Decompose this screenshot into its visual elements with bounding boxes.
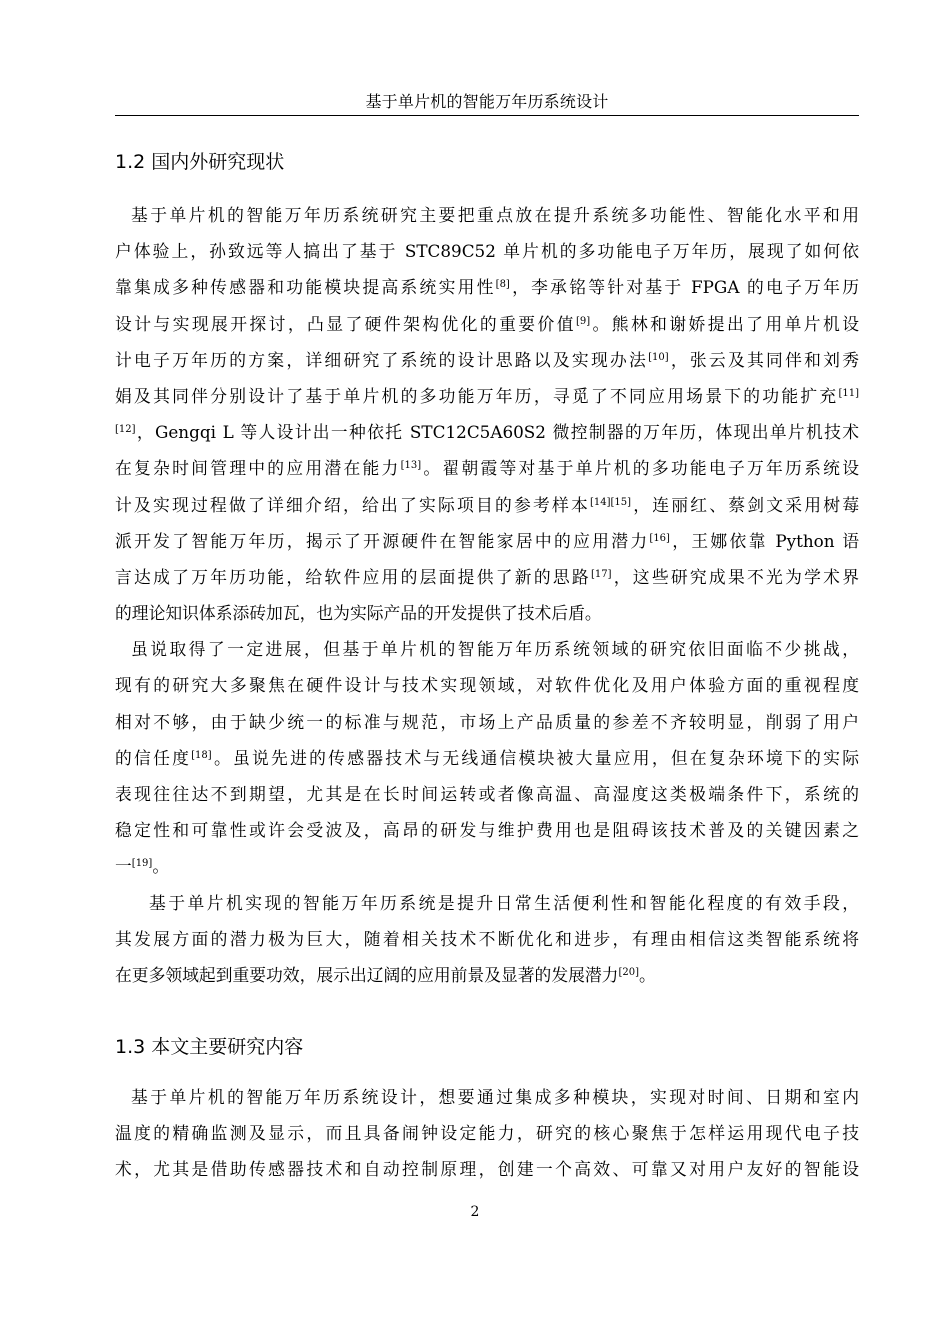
text-line: 派开发了智能万年历，揭示了开源硬件在智能家居中的应用潜力[16]，王娜依靠 Python 语 [115, 530, 859, 551]
text-line: 计及实现过程做了详细介绍，给出了实际项目的参考样本[14][15]，连丽红、蔡剑文采用树莓 [115, 494, 859, 515]
text-line: 设计与实现展开探讨，凸显了硬件架构优化的重要价值[9]。熊林和谢娇提出了用单片机设 [115, 313, 859, 334]
text-line: 户体验上，孙致远等人搞出了基于 STC89C52 单片机的多功能电子万年历，展现了如何依 [115, 241, 859, 262]
section-heading-1-3: 1.3 本文主要研究内容 [115, 1036, 304, 1058]
running-header: 基于单片机的智能万年历系统设计 [115, 91, 859, 116]
citation: [12] [115, 424, 136, 436]
text-line: 的信任度[18]。虽说先进的传感器技术与无线通信模块被大量应用，但在复杂环境下的实际 [115, 747, 859, 768]
citation: [14][15] [589, 496, 632, 508]
section-heading-1-2: 1.2 国内外研究现状 [115, 151, 285, 173]
citation: [11] [838, 387, 859, 399]
citation: [9] [575, 315, 591, 327]
text-line: 在复杂时间管理中的应用潜在能力[13]。翟朝霞等对基于单片机的多功能电子万年历系统设 [115, 458, 859, 479]
text-line: 术，尤其是借助传感器技术和自动控制原理，创建一个高效、可靠又对用户友好的智能设 [115, 1159, 859, 1180]
text-line: 表现往往达不到期望，尤其是在长时间运转或者像高温、高湿度这类极端条件下，系统的 [115, 784, 859, 804]
citation: [16] [649, 532, 670, 544]
text-line: 一[19]。 [115, 856, 170, 877]
citation: [19] [131, 858, 153, 870]
text-line: 靠集成多种传感器和功能模块提高系统实用性[8]，李承铭等针对基于 FPGA 的电子万年历 [115, 277, 859, 298]
citation: [17] [590, 568, 612, 580]
text-line: 基于单片机的智能万年历系统研究主要把重点放在提升系统多功能性、智能化水平和用 [131, 205, 859, 225]
citation: [13] [400, 460, 422, 472]
text-line: 言达成了万年历功能，给软件应用的层面提供了新的思路[17]，这些研究成果不光为学术界 [115, 566, 859, 587]
text-line: 稳定性和可靠性或许会受波及，高昂的研发与维护费用也是阻碍该技术普及的关键因素之 [115, 820, 859, 841]
text-line: 的理论知识体系添砖加瓦，也为实际产品的开发提供了技术后盾。 [115, 603, 602, 624]
text-line: 基于单片机的智能万年历系统设计，想要通过集成多种模块，实现对时间、日期和室内 [131, 1087, 859, 1107]
text-line: 温度的精确监测及显示，而且具备闹钟设定能力，研究的核心聚焦于怎样运用现代电子技 [115, 1123, 859, 1144]
text-line: 现有的研究大多聚焦在硬件设计与技术实现领域，对软件优化及用户体验方面的重视程度 [115, 675, 859, 696]
text-line: 相对不够，由于缺少统一的标准与规范，市场上产品质量的参差不齐较明显，削弱了用户 [115, 711, 859, 732]
paragraph-main-research-content [115, 1079, 859, 1188]
citation: [8] [495, 279, 510, 291]
text-line: 计电子万年历的方案，详细研究了系统的设计思路以及实现办法[10]，张云及其同伴和刘秀 [115, 349, 859, 370]
text-line: [12]，Gengqi L 等人设计出一种依托 STC12C5A60S2 微控制器的万年历，体现出单片机技术 [115, 422, 859, 443]
text-line: 在更多领域起到重要功效，展示出辽阔的应用前景及显著的发展潜力[20]。 [115, 964, 656, 985]
text-line: 其发展方面的潜力极为巨大，随着相关技术不断优化和进步，有理由相信这类智能系统将 [115, 928, 859, 949]
citation: [10] [648, 351, 669, 363]
citation: [18] [191, 749, 212, 761]
text-line: 娟及其同伴分别设计了基于单片机的多功能万年历，寻觅了不同应用场景下的功能扩充[11] [115, 385, 859, 406]
citation: [20] [618, 966, 639, 978]
paragraph-research-status [115, 197, 859, 993]
text-line: 基于单片机实现的智能万年历系统是提升日常生活便利性和智能化程度的有效手段， [149, 892, 859, 913]
text-line: 虽说取得了一定进展，但基于单片机的智能万年历系统领域的研究依旧面临不少挑战， [131, 639, 859, 660]
page-number: 2 [470, 1204, 480, 1220]
